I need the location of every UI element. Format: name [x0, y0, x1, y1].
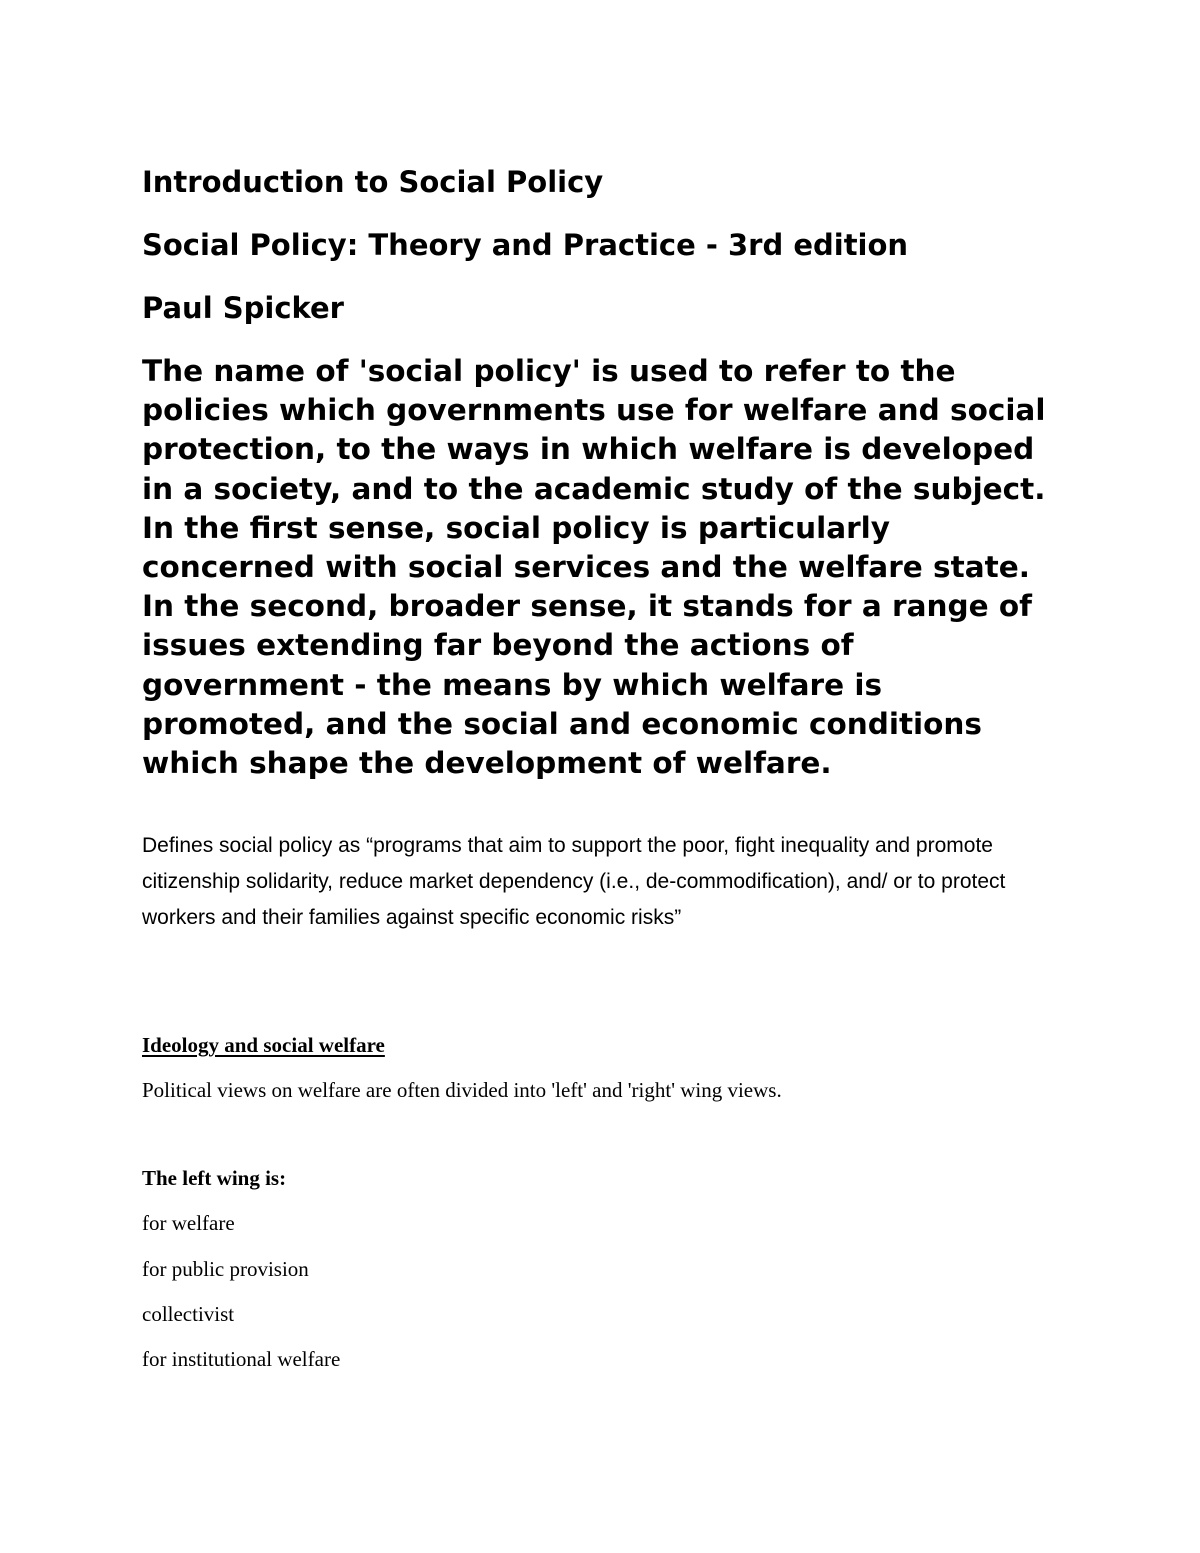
section-heading: Ideology and social welfare [142, 1033, 385, 1057]
list-item: for public provision [142, 1257, 309, 1281]
lead-paragraph: The name of 'social policy' is used to refer to the policies which governments use for welfare and social protection, to the ways in which welfare is developed in a society, and to the academic study of the subject. In the first sense, social policy is particularly concerned with social services and the welfare state. In the second, broader sense, it stands for a range of issues extending far beyond the actions of government - the means by which welfare is promoted, and the social and economic conditions which shape the development of welfare. [142, 354, 1046, 781]
section-intro: Political views on welfare are often divided into 'left' and 'right' wing views. [142, 1078, 782, 1102]
list-item: collectivist [142, 1302, 235, 1326]
list-item: for welfare [142, 1211, 235, 1235]
left-wing-heading: The left wing is: [142, 1166, 287, 1190]
author-name: Paul Spicker [142, 291, 344, 325]
book-title: Social Policy: Theory and Practice - 3rd edition [142, 228, 909, 262]
definition-paragraph: Defines social policy as “programs that aim to support the poor, fight inequality and promote citizenship solidarity, reduce market dependency (i.e., de-commodification), and/ or to protect workers and their families against specific economic risks” [142, 834, 1006, 929]
document-title: Introduction to Social Policy [142, 165, 604, 199]
list-item: for institutional welfare [142, 1347, 341, 1371]
